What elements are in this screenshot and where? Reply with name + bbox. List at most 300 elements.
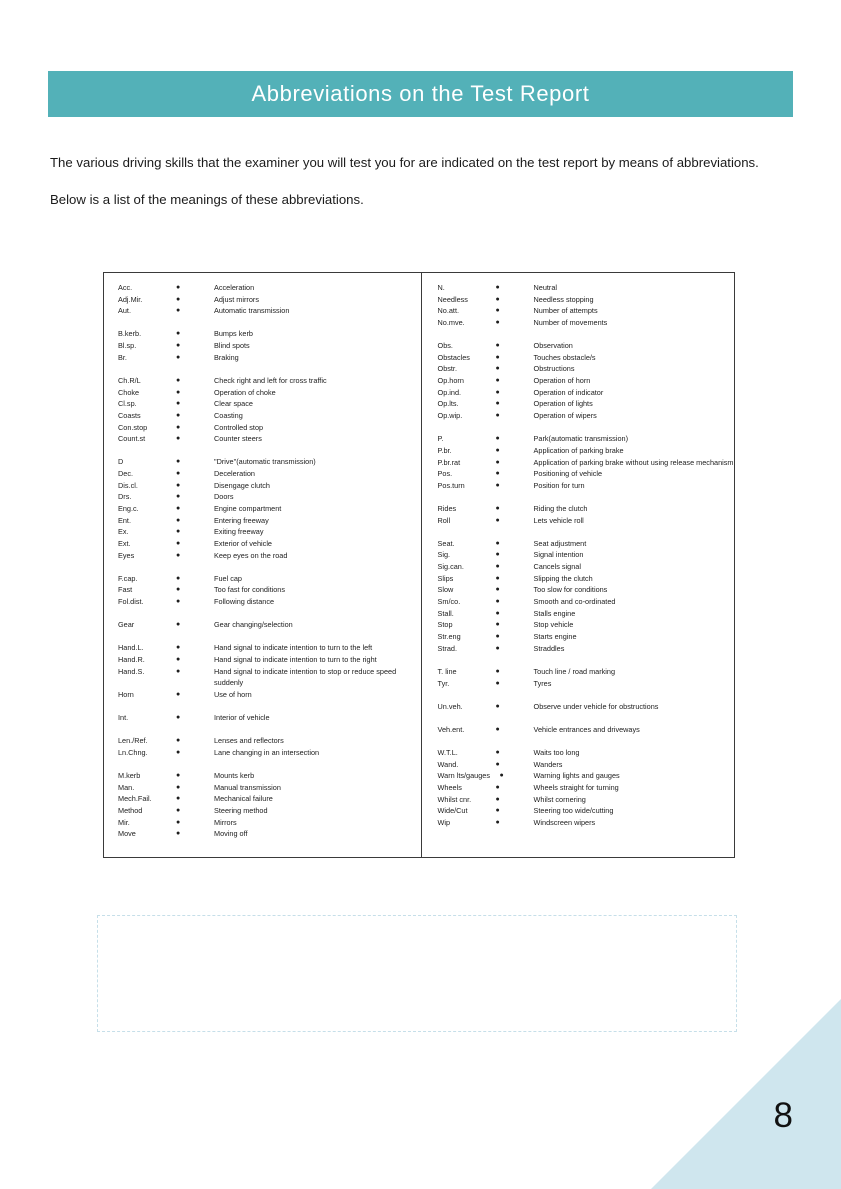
abbreviation-row	[118, 619, 421, 631]
abbreviation-row	[118, 328, 421, 340]
bullet-icon: ●	[495, 318, 500, 326]
abbreviation-term: Wand.	[437, 759, 459, 769]
abbreviation-row	[438, 643, 734, 655]
bullet-icon: ●	[176, 656, 181, 664]
abbreviation-meaning: Braking	[214, 352, 239, 362]
abbreviation-meaning: Operation of lights	[533, 399, 593, 409]
abbreviation-term: Whilst cnr.	[437, 794, 472, 804]
abbreviation-row	[438, 468, 734, 480]
abbreviation-term: Acc.	[118, 283, 133, 292]
abbreviation-meaning: Riding the clutch	[533, 504, 588, 513]
abbreviation-term: Needless	[437, 294, 468, 304]
abbreviation-term: Bl.sp.	[118, 341, 137, 351]
abbreviation-meaning: Following distance	[214, 597, 275, 607]
abbreviation-term: Eyes	[118, 550, 135, 560]
bullet-icon: ●	[495, 633, 500, 641]
abbreviation-term: Ent.	[118, 515, 131, 525]
abbreviation-term: Dec.	[118, 469, 134, 479]
bullet-icon: ●	[495, 446, 500, 454]
bullet-icon: ●	[495, 783, 500, 791]
abbreviation-row	[438, 538, 734, 550]
abbreviation-meaning: Straddles	[533, 643, 565, 653]
bullet-icon: ●	[495, 458, 500, 466]
abbreviation-row	[118, 282, 421, 294]
abbreviation-row	[118, 689, 421, 701]
abbreviation-row	[118, 375, 421, 387]
abbreviation-spacer	[118, 631, 421, 643]
bullet-icon: ●	[176, 376, 181, 384]
abbreviation-row	[118, 410, 421, 422]
abbreviation-term: Op.lts.	[437, 399, 459, 409]
abbreviation-row	[118, 654, 421, 666]
abbreviation-meaning: Disengage clutch	[214, 480, 270, 490]
bullet-icon: ●	[495, 679, 500, 687]
abbreviation-meaning: Counter steers	[214, 434, 262, 444]
abbreviation-spacer	[438, 422, 734, 434]
abbreviation-term: Warn lts/gauges	[437, 771, 490, 781]
bullet-icon: ●	[495, 702, 500, 710]
bullet-icon: ●	[495, 400, 500, 408]
bullet-icon: ●	[176, 551, 181, 559]
bullet-icon: ●	[176, 493, 181, 501]
bullet-icon: ●	[176, 539, 181, 547]
abbreviations-table	[103, 272, 735, 858]
abbreviation-meaning: Deceleration	[214, 469, 255, 479]
abbreviation-row	[438, 398, 734, 410]
abbreviation-row	[438, 724, 734, 736]
abbreviation-meaning: Number of movements	[533, 317, 608, 327]
bullet-icon: ●	[495, 749, 500, 756]
bullet-icon: ●	[495, 284, 500, 291]
abbreviation-term: Op.wip.	[437, 411, 463, 421]
abbreviation-meaning: Clear space	[214, 399, 253, 409]
abbreviation-row	[118, 805, 421, 817]
abbreviation-meaning: Bumps kerb	[214, 329, 253, 339]
abbreviation-term: Count.st	[118, 434, 146, 444]
abbreviation-meaning: Keep eyes on the road	[214, 550, 288, 560]
bullet-icon: ●	[495, 725, 500, 733]
abbreviation-row	[438, 282, 734, 294]
bullet-icon: ●	[176, 528, 181, 536]
abbreviation-meaning: Observation	[533, 341, 573, 351]
page-header-banner	[48, 71, 793, 117]
abbreviation-meaning: Stop vehicle	[533, 620, 574, 630]
abbreviation-meaning: Park(automatic transmission)	[533, 434, 628, 444]
page-title: Abbreviations on the Test Report	[251, 81, 590, 106]
abbreviation-meaning: Doors	[214, 492, 234, 502]
abbreviation-term: Mech.Fail.	[118, 794, 152, 804]
abbreviation-row	[438, 805, 734, 817]
abbreviation-term: B.kerb.	[118, 329, 142, 339]
abbreviation-row	[118, 793, 421, 805]
abbreviation-term: Coasts	[118, 410, 141, 420]
abbreviation-term: Op.ind.	[437, 387, 462, 397]
abbreviation-term: Ln.Chng.	[118, 748, 148, 757]
bullet-icon: ●	[495, 760, 500, 768]
abbreviation-term: Strad.	[437, 643, 457, 653]
abbreviation-row	[118, 387, 421, 399]
bullet-icon: ●	[176, 505, 181, 512]
bullet-icon: ●	[176, 481, 181, 489]
page-number: 8	[773, 1096, 793, 1135]
abbreviation-row	[438, 782, 734, 794]
bullet-icon: ●	[176, 714, 181, 722]
abbreviation-row	[438, 596, 734, 608]
bullet-icon: ●	[495, 470, 500, 478]
abbreviation-row	[118, 340, 421, 352]
abbreviation-meaning: Starts engine	[533, 632, 577, 642]
abbreviation-meaning: Too slow for conditions	[533, 585, 608, 595]
abbreviation-meaning: Observe under vehicle for obstructions	[533, 701, 659, 711]
abbreviation-term: Seat.	[437, 538, 455, 548]
abbreviation-row	[438, 387, 734, 399]
bullet-icon: ●	[499, 772, 504, 780]
bullet-icon: ●	[176, 691, 181, 699]
abbreviation-meaning: Controlled stop	[214, 422, 264, 432]
abbreviation-meaning: Positioning of vehicle	[533, 469, 603, 479]
abbreviation-row	[118, 550, 421, 562]
abbreviation-term: F.cap.	[118, 573, 138, 583]
abbreviation-row	[118, 294, 421, 306]
abbreviation-meaning: Touches obstacle/s	[533, 352, 596, 362]
abbreviation-meaning: Check right and left for cross traffic	[214, 375, 327, 385]
abbreviation-meaning: Too fast for conditions	[214, 585, 285, 595]
abbreviation-term: Wip	[437, 817, 451, 827]
abbreviation-spacer	[438, 689, 734, 701]
abbreviation-row	[118, 770, 421, 782]
abbreviation-spacer	[118, 759, 421, 771]
abbreviation-term: Obs.	[437, 341, 453, 351]
abbreviation-spacer	[118, 724, 421, 736]
abbreviation-meaning: Wanders	[533, 759, 563, 769]
abbreviation-spacer	[118, 608, 421, 620]
bullet-icon: ●	[176, 411, 181, 419]
bullet-icon: ●	[495, 388, 500, 396]
abbreviation-meaning: Windscreen wipers	[533, 817, 596, 827]
abbreviation-term: Br.	[118, 352, 127, 362]
bullet-icon: ●	[495, 481, 500, 489]
abbreviation-row	[438, 457, 734, 469]
abbreviation-term: No.mve.	[437, 317, 465, 327]
abbreviation-row	[118, 515, 421, 527]
bullet-icon: ●	[495, 598, 500, 606]
abbreviation-term: Sig.	[437, 550, 451, 560]
abbreviation-term: Obstr.	[437, 364, 457, 374]
bullet-icon: ●	[176, 818, 181, 826]
abbreviation-meaning: Operation of wipers	[533, 411, 597, 421]
abbreviation-row	[118, 642, 421, 654]
abbreviation-row	[438, 375, 734, 387]
abbreviation-meaning: "Drive"(automatic transmission)	[214, 457, 316, 467]
abbreviation-row	[438, 817, 734, 829]
abbreviation-term: Stop	[437, 620, 453, 630]
abbreviation-row	[118, 422, 421, 434]
bullet-icon: ●	[495, 818, 500, 826]
bullet-icon: ●	[495, 365, 500, 373]
abbreviation-row	[118, 573, 421, 585]
abbreviation-spacer	[118, 701, 421, 713]
abbreviation-term: Pos.	[437, 469, 453, 479]
abbreviation-meaning: Hand signal to indicate intention to stop or reduce speed suddenly	[214, 666, 397, 688]
abbreviation-meaning: Waits too long	[533, 748, 580, 757]
abbreviation-row	[438, 759, 734, 771]
abbreviation-meaning: Use of horn	[214, 690, 252, 700]
abbreviation-meaning: Coasting	[214, 410, 243, 420]
abbreviation-meaning: Touch line / road marking	[533, 666, 616, 676]
bullet-icon: ●	[495, 644, 500, 652]
bullet-icon: ●	[495, 563, 500, 571]
abbreviation-row	[438, 747, 734, 759]
abbreviation-term: Ch.R/L	[118, 375, 141, 385]
bullet-icon: ●	[495, 377, 500, 385]
bullet-icon: ●	[495, 307, 500, 315]
abbreviation-term: Int.	[118, 713, 129, 723]
abbreviation-meaning: Number of attempts	[533, 306, 598, 316]
abbreviation-meaning: Acceleration	[214, 283, 255, 292]
bullet-icon: ●	[176, 667, 181, 675]
abbreviation-row	[438, 480, 734, 492]
abbreviation-term: Cl.sp.	[118, 399, 137, 409]
abbreviation-meaning: Engine compartment	[214, 504, 282, 513]
abbreviation-row	[438, 515, 734, 527]
abbreviation-term: Wide/Cut	[437, 806, 468, 816]
abbreviation-meaning: Vehicle entrances and driveways	[533, 724, 640, 734]
abbreviation-spacer	[438, 492, 734, 504]
abbreviation-meaning: Operation of horn	[533, 376, 591, 386]
abbreviation-spacer	[118, 561, 421, 573]
abbreviation-meaning: Needless stopping	[533, 294, 594, 304]
abbreviation-term: Ex.	[118, 527, 129, 537]
abbreviation-row	[438, 619, 734, 631]
bullet-icon: ●	[176, 795, 181, 803]
bullet-icon: ●	[176, 749, 181, 756]
abbreviation-row	[118, 666, 421, 689]
abbreviation-term: Hand.S.	[118, 666, 145, 676]
bullet-icon: ●	[176, 388, 181, 396]
abbreviation-meaning: Warning lights and gauges	[533, 771, 620, 781]
abbreviation-meaning: Mirrors	[214, 817, 237, 827]
abbreviation-row	[118, 817, 421, 829]
abbreviation-meaning: Mounts kerb	[214, 771, 255, 781]
abbreviation-row	[118, 735, 421, 747]
bullet-icon: ●	[495, 621, 500, 629]
abbreviation-meaning: Signal intention	[533, 550, 584, 560]
abbreviation-term: Len./Ref.	[118, 736, 148, 746]
abbreviation-term: Fol.dist.	[118, 597, 144, 607]
bullet-icon: ●	[176, 737, 181, 745]
bullet-icon: ●	[495, 795, 500, 803]
intro-paragraph-1: The various driving skills that the examiner you will test you for are indicated on the test report by means of abbreviations.	[50, 155, 759, 170]
abbreviations-column-left	[104, 273, 422, 857]
abbreviation-row	[438, 608, 734, 620]
abbreviation-term: Stall.	[437, 608, 454, 618]
abbreviation-meaning: Whilst cornering	[533, 794, 586, 804]
abbreviation-term: Hand.R.	[118, 655, 145, 665]
abbreviation-meaning: Blind spots	[214, 341, 250, 351]
abbreviation-meaning: Obstructions	[533, 364, 575, 374]
abbreviation-meaning: Wheels straight for turning	[533, 782, 619, 792]
abbreviation-term: P.br.	[437, 445, 452, 455]
abbreviation-meaning: Lane changing in an intersection	[214, 748, 320, 757]
abbreviation-row	[118, 747, 421, 759]
abbreviation-meaning: Operation of choke	[214, 387, 276, 397]
abbreviation-meaning: Operation of indicator	[533, 387, 604, 397]
intro-text-block	[50, 154, 760, 209]
bullet-icon: ●	[176, 295, 181, 303]
bullet-icon: ●	[176, 586, 181, 594]
abbreviation-term: T. line	[437, 666, 457, 676]
abbreviation-term: Roll	[437, 515, 451, 525]
abbreviation-term: Con.stop	[118, 422, 148, 432]
abbreviation-term: Sig.can.	[437, 562, 464, 572]
abbreviation-meaning: Interior of vehicle	[214, 713, 270, 723]
bullet-icon: ●	[176, 772, 181, 780]
abbreviation-row	[118, 584, 421, 596]
abbreviation-row	[438, 666, 734, 678]
abbreviation-row	[438, 631, 734, 643]
bullet-icon: ●	[176, 435, 181, 443]
abbreviation-term: Hand.L.	[118, 643, 144, 653]
bullet-icon: ●	[176, 400, 181, 408]
abbreviation-meaning: Fuel cap	[214, 573, 242, 583]
abbreviation-row	[438, 794, 734, 806]
abbreviation-row	[118, 456, 421, 468]
abbreviation-term: Eng.c.	[118, 504, 139, 513]
abbreviation-meaning: Exiting freeway	[214, 527, 264, 537]
abbreviation-meaning: Steering method	[214, 806, 268, 816]
abbreviation-spacer	[118, 363, 421, 375]
abbreviation-row	[438, 340, 734, 352]
abbreviation-meaning: Adjust mirrors	[214, 294, 260, 304]
abbreviation-term: Choke	[118, 387, 140, 397]
bullet-icon: ●	[176, 458, 181, 466]
abbreviation-row	[438, 410, 734, 422]
abbreviation-meaning: Hand signal to indicate intention to turn to the right	[214, 655, 377, 665]
abbreviation-spacer	[438, 736, 734, 748]
abbreviation-term: W.T.L.	[437, 748, 458, 757]
abbreviation-term: Dis.cl.	[118, 480, 138, 490]
bullet-icon: ●	[495, 505, 500, 512]
abbreviation-meaning: Manual transmission	[214, 782, 281, 792]
abbreviation-term: Adj.Mir.	[118, 294, 143, 304]
abbreviation-spacer	[118, 317, 421, 329]
abbreviation-term: No.att.	[437, 306, 460, 316]
abbreviation-meaning: Exterior of vehicle	[214, 538, 272, 548]
bullet-icon: ●	[495, 516, 500, 524]
abbreviation-row	[118, 398, 421, 410]
abbreviation-row	[118, 782, 421, 794]
bullet-icon: ●	[495, 807, 500, 815]
bullet-icon: ●	[176, 423, 181, 431]
abbreviation-meaning: Mechanical failure	[214, 794, 273, 804]
abbreviation-row	[118, 352, 421, 364]
abbreviation-row	[438, 294, 734, 306]
abbreviation-meaning: Lets vehicle roll	[533, 515, 584, 525]
abbreviation-meaning: Entering freeway	[214, 515, 269, 525]
bullet-icon: ●	[176, 783, 181, 791]
abbreviation-row	[118, 491, 421, 503]
abbreviation-term: Move	[118, 829, 136, 839]
abbreviation-row	[438, 363, 734, 375]
abbreviation-meaning: Seat adjustment	[533, 538, 587, 548]
abbreviation-row	[438, 503, 734, 515]
bullet-icon: ●	[176, 307, 181, 315]
bullet-icon: ●	[495, 295, 500, 303]
bullet-icon: ●	[495, 551, 500, 559]
bullet-icon: ●	[495, 342, 500, 350]
abbreviation-spacer	[438, 712, 734, 724]
bullet-icon: ●	[176, 330, 181, 338]
abbreviation-meaning: Application of parking brake without using release mechanism	[533, 457, 734, 467]
abbreviation-meaning: Automatic transmission	[214, 306, 290, 316]
abbreviation-row	[438, 701, 734, 713]
bullet-icon: ●	[495, 574, 500, 582]
abbreviation-term: Tyr.	[437, 678, 450, 688]
abbreviation-term: Fast	[118, 585, 133, 595]
bullet-icon: ●	[495, 586, 500, 594]
abbreviation-term: Op.horn	[437, 376, 464, 386]
abbreviation-term: P.br.rat	[437, 457, 461, 467]
abbreviation-term: M.kerb	[118, 771, 141, 781]
abbreviation-row	[438, 433, 734, 445]
abbreviation-term: Slips	[437, 573, 454, 583]
abbreviation-meaning: Stalls engine	[533, 608, 576, 618]
bullet-icon: ●	[176, 470, 181, 478]
intro-paragraph-2: Below is a list of the meanings of these abbreviations.	[50, 192, 364, 208]
notes-box[interactable]	[97, 915, 737, 1032]
abbreviation-row	[438, 573, 734, 585]
abbreviation-term: D	[118, 457, 124, 467]
abbreviation-term: Obstacles	[437, 352, 470, 362]
bullet-icon: ●	[176, 644, 181, 652]
abbreviation-meaning: Gear changing/selection	[214, 620, 293, 630]
bullet-icon: ●	[176, 807, 181, 815]
abbreviation-row	[118, 828, 421, 840]
abbreviations-column-right	[422, 273, 734, 857]
abbreviation-row	[118, 526, 421, 538]
abbreviation-row	[118, 468, 421, 480]
abbreviation-meaning: Application of parking brake	[533, 445, 624, 455]
bullet-icon: ●	[176, 621, 181, 629]
abbreviation-row	[118, 433, 421, 445]
abbreviation-meaning: Steering too wide/cutting	[533, 806, 614, 816]
abbreviation-meaning: Hand signal to indicate intention to turn to the left	[214, 643, 373, 653]
abbreviation-row	[438, 317, 734, 329]
bullet-icon: ●	[495, 609, 500, 617]
abbreviation-spacer	[438, 654, 734, 666]
abbreviation-term: Drs.	[118, 492, 132, 502]
abbreviation-term: Str.eng	[437, 632, 461, 642]
abbreviation-term: Sm/co.	[437, 597, 461, 607]
bullet-icon: ●	[176, 830, 181, 838]
abbreviation-meaning: Neutral	[533, 283, 558, 292]
abbreviation-meaning: Smooth and co-ordinated	[533, 597, 616, 607]
abbreviation-term: Mir.	[118, 817, 130, 827]
abbreviation-spacer	[438, 526, 734, 538]
bullet-icon: ●	[176, 342, 181, 350]
abbreviation-term: Veh.ent.	[437, 724, 465, 734]
bullet-icon: ●	[176, 284, 181, 291]
abbreviation-term: Aut.	[118, 306, 131, 316]
bullet-icon: ●	[495, 353, 500, 361]
abbreviation-term: Rides	[437, 504, 457, 513]
bullet-icon: ●	[495, 412, 500, 420]
abbreviation-term: N.	[437, 283, 445, 292]
abbreviation-term: Method	[118, 806, 143, 816]
abbreviation-row	[438, 445, 734, 457]
bullet-icon: ●	[176, 574, 181, 582]
bullet-icon: ●	[495, 539, 500, 547]
